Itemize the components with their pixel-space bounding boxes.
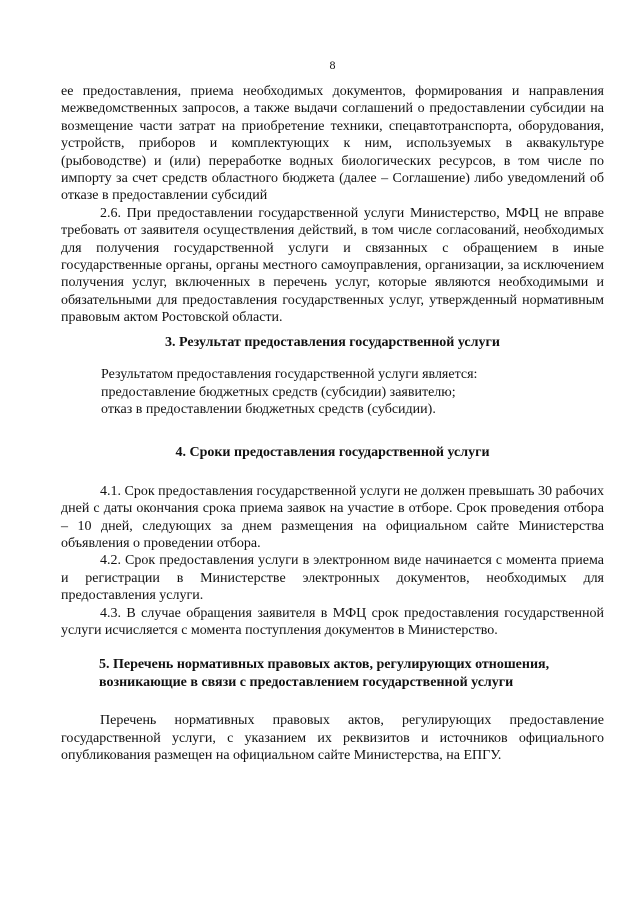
result-line: Результатом предоставления государственной услуги является: <box>101 367 478 383</box>
result-line: отказ в предоставлении бюджетных средств (субсидии). <box>101 401 436 417</box>
section-3-body <box>61 366 604 418</box>
paragraph-4-1: 4.1. Срок предоставления государственной услуги не должен превышать 30 рабочих дней с даты окончания срока приема заявок на участие в отборе. Срок проведения отбора – 10 дней, следующих за днем размещения на официальном сайте Министерства объявления о проведении отбора. <box>61 483 604 551</box>
paragraph-continuation: ее предоставления, приема необходимых документов, формирования и направления межведомственных запросов, а также выдачи соглашений о предоставлении субсидии на возмещение части затрат на приобретение техники, спецавтотранспорта, оборудования, устройств, приборов и комплектующих к ним, используемых в аквакультуре (рыбоводстве) и (или) переработке водных биологических ресурсов, в том числе по импорту за счет средств областного бюджета (далее – Соглашение) либо уведомлений об отказе в предоставлении субсидий <box>61 84 604 204</box>
paragraph-4-2: 4.2. Срок предоставления услуги в электронном виде начинается с момента приема и регистрации в Министерстве электронных документов, необходимых для предоставления услуги. <box>61 553 604 604</box>
section-3-heading: 3. Результат предоставления государственной услуги <box>165 334 500 350</box>
paragraph-2-6: 2.6. При предоставлении государственной услуги Министерство, МФЦ не вправе требовать от заявителя осуществления действий, в том числе согласований, необходимых для получения государственной услуги и связанных с обращением в иные государственные органы, органы местного самоуправления, организации, за исключением получения услуг, включенных в перечень услуг, которые являются необходимыми и обязательными для предоставления государственных услуг, утвержденный нормативным правовым актом Ростовской области. <box>61 205 604 326</box>
result-line: предоставление бюджетных средств (субсидии) заявителю; <box>101 384 456 400</box>
section-5-heading <box>99 656 604 691</box>
paragraph-5-1: Перечень нормативных правовых актов, регулирующих предоставление государственной услуги, с указанием их реквизитов и источников официального опубликования размещен на официальном сайте Министерства, на ЕПГУ. <box>61 713 604 763</box>
page-number: 8 <box>329 58 336 72</box>
section-5-heading-line1: 5. Перечень нормативных правовых актов, регулирующих отношения, <box>99 657 550 673</box>
section-4-heading: 4. Сроки предоставления государственной услуги <box>175 445 490 461</box>
section-5-heading-line2: возникающие в связи с предоставлением государственной услуги <box>99 674 514 690</box>
paragraph-4-3: 4.3. В случае обращения заявителя в МФЦ срок предоставления государственной услуги исчисляется с момента поступления документов в Министерство. <box>61 605 604 638</box>
